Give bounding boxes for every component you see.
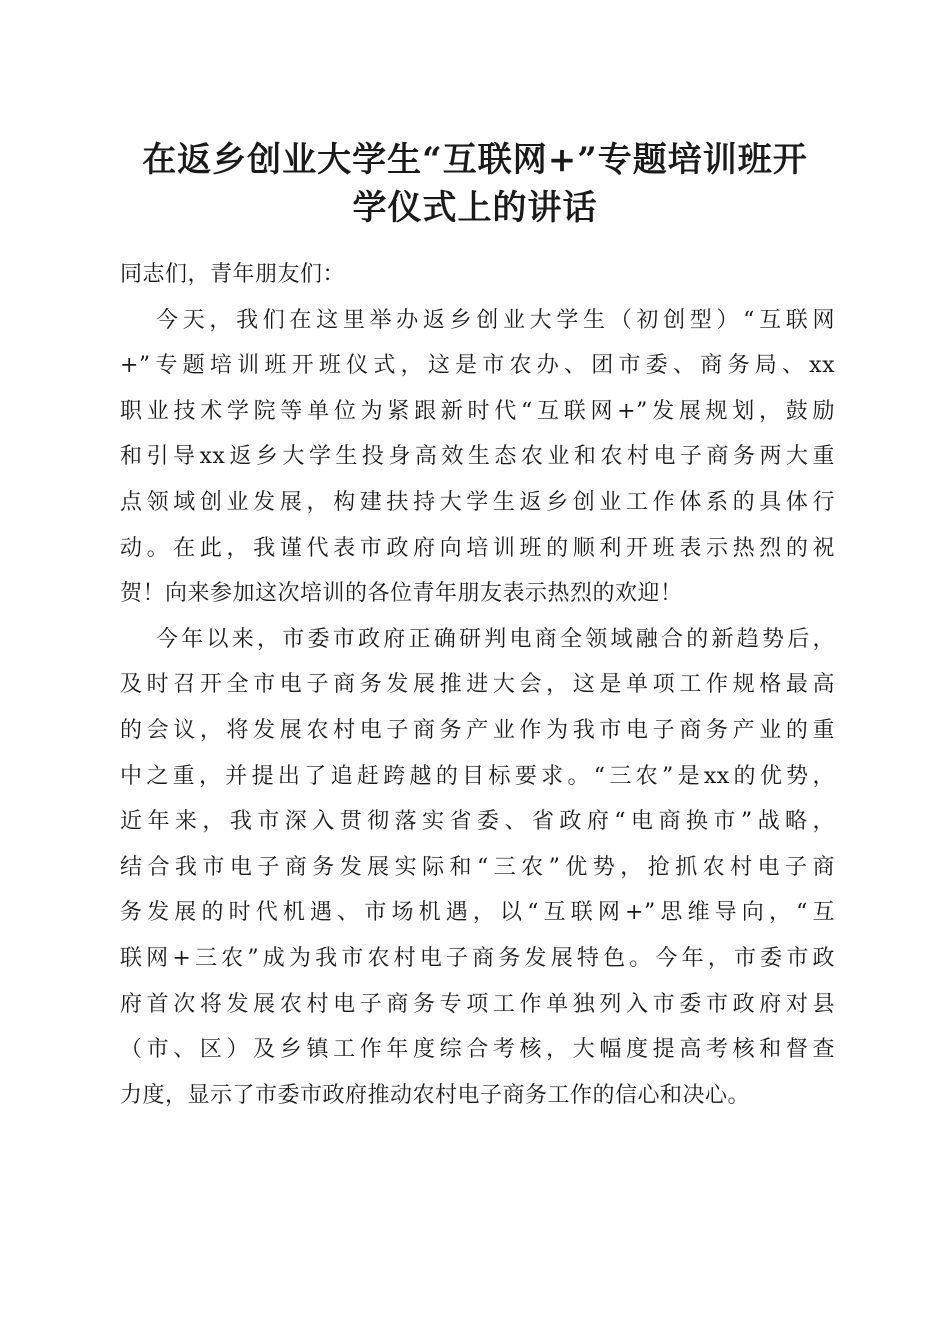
paragraph-line: 职业技术学院等单位为紧跟新时代“互联网+”发展规划，鼓励 bbox=[120, 398, 835, 424]
paragraph-1 bbox=[120, 298, 835, 617]
paragraph-2 bbox=[120, 617, 835, 1119]
paragraph-line: 府首次将发展农村电子商务专项工作单独列入市委市政府对县 bbox=[120, 991, 835, 1017]
paragraph-line: 力度，显示了市委市政府推动农村电子商务工作的信心和决心。 bbox=[120, 1082, 751, 1108]
paragraph-line: 动。在此，我谨代表市政府向培训班的顺利开班表示热烈的祝 bbox=[120, 535, 835, 561]
paragraph-line: 中之重，并提出了追赶跨越的目标要求。“三农”是xx的优势， bbox=[120, 763, 835, 789]
paragraph-line: 今天，我们在这里举办返乡创业大学生（初创型）“互联网 bbox=[156, 307, 835, 333]
title-line-1: 在返乡创业大学生“互联网+”专题培训班开 bbox=[142, 140, 808, 180]
paragraph-line: 和引导xx返乡大学生投身高效生态农业和农村电子商务两大重 bbox=[120, 444, 835, 470]
paragraph-line: 及时召开全市电子商务发展推进大会，这是单项工作规格最高 bbox=[120, 672, 835, 698]
paragraph-line: 结合我市电子商务发展实际和“三农”优势，抢抓农村电子商 bbox=[120, 854, 835, 880]
title-line-2: 学仪式上的讲话 bbox=[352, 188, 598, 228]
paragraph-line: 贺！向来参加这次培训的各位青年朋友表示热烈的欢迎！ bbox=[120, 581, 683, 607]
document-body bbox=[120, 252, 835, 1118]
paragraph-line: 务发展的时代机遇、市场机遇，以“互联网+”思维导向，“互 bbox=[120, 900, 835, 926]
paragraph-line: （市、区）及乡镇工作年度综合考核，大幅度提高考核和督查 bbox=[120, 1037, 835, 1063]
paragraph-line: 联网+三农”成为我市农村电子商务发展特色。今年，市委市政 bbox=[120, 945, 835, 971]
paragraph-line: +”专题培训班开班仪式，这是市农办、团市委、商务局、xx bbox=[120, 353, 835, 379]
paragraph-line: 点领域创业发展，构建扶持大学生返乡创业工作体系的具体行 bbox=[120, 489, 835, 515]
paragraph-line: 的会议，将发展农村电子商务产业作为我市电子商务产业的重 bbox=[120, 717, 835, 743]
paragraph-line: 近年来，我市深入贯彻落实省委、省政府“电商换市”战略， bbox=[120, 809, 835, 835]
paragraph-line: 今年以来，市委市政府正确研判电商全领域融合的新趋势后， bbox=[156, 626, 835, 652]
salutation: 同志们，青年朋友们： bbox=[120, 262, 346, 287]
document-title bbox=[100, 136, 850, 232]
